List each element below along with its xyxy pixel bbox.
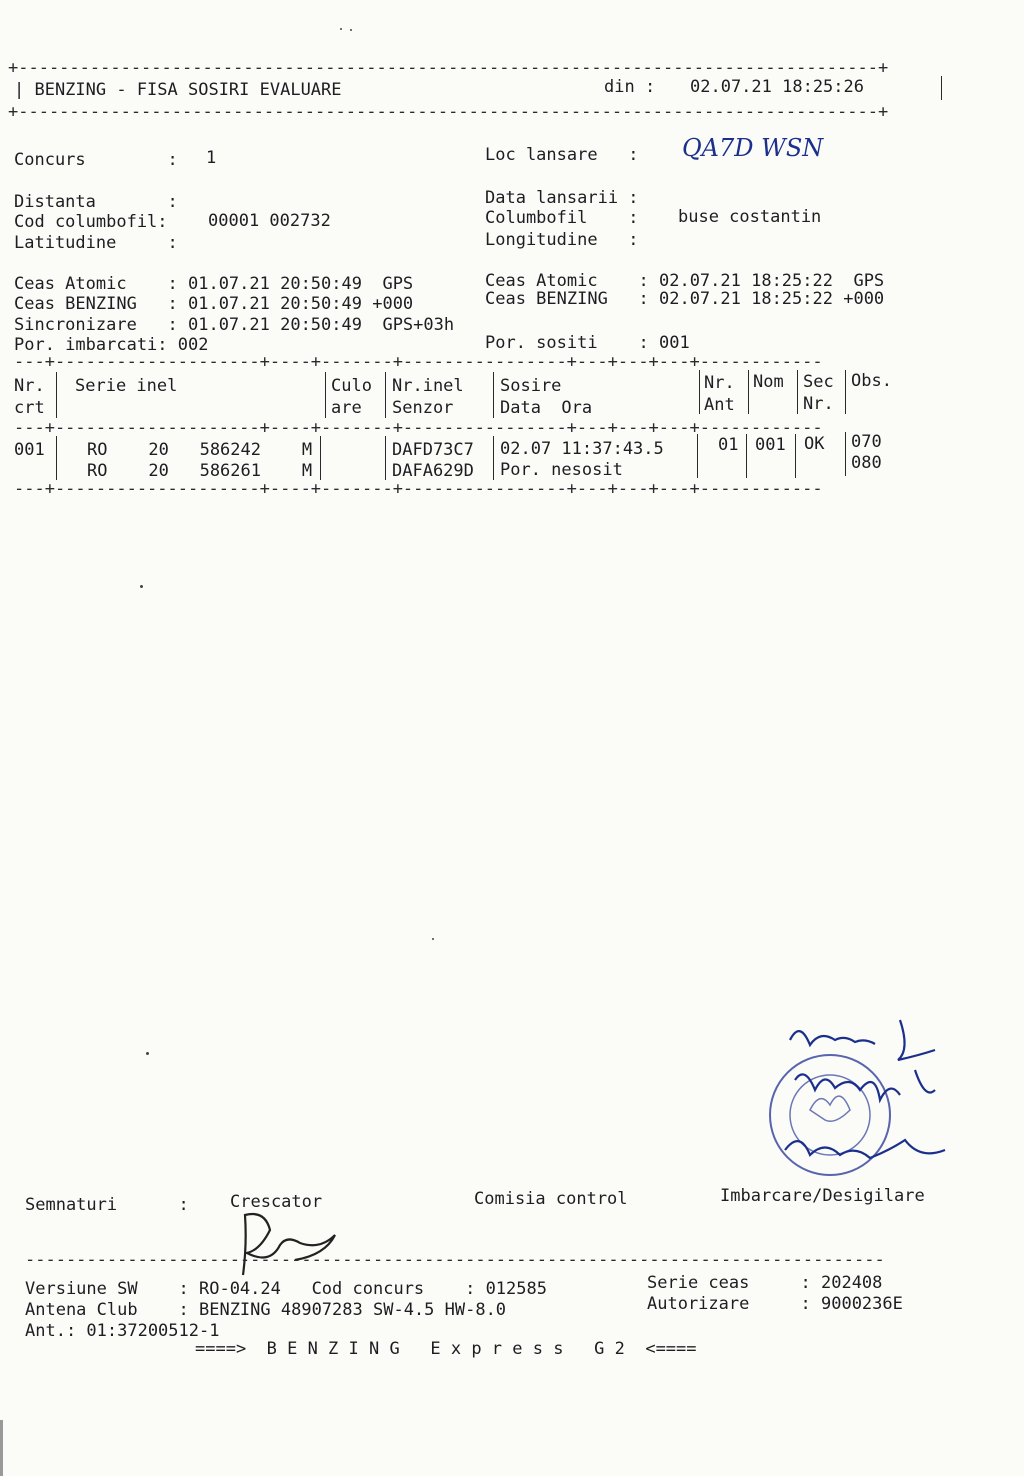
col-divider <box>320 436 321 480</box>
header-nr-ant: Nr. <box>704 373 735 393</box>
row-sec: OK <box>804 434 825 454</box>
col-divider <box>697 434 698 478</box>
col-divider <box>797 370 798 414</box>
concurs-label: Concurs : <box>14 150 178 170</box>
col-divider <box>845 432 846 476</box>
columbofil-value: buse costantin <box>678 207 822 227</box>
columbofil-label: Columbofil : <box>485 208 639 228</box>
concurs-value: 1 <box>206 148 217 168</box>
ceas-benzing-end: Ceas BENZING : 02.07.21 18:25:22 +000 <box>485 289 885 309</box>
ceas-benzing-start: Ceas BENZING : 01.07.21 20:50:49 +000 <box>14 294 414 314</box>
col-divider <box>385 436 386 480</box>
col-divider <box>699 370 700 414</box>
header-ant: Ant <box>704 395 735 415</box>
din-timestamp: 02.07.21 18:25:26 <box>690 77 864 97</box>
row-serie-2: RO 20 586261 M <box>87 461 313 481</box>
crescator-signature <box>225 1205 345 1285</box>
col-divider <box>748 370 749 414</box>
latitudine-label: Latitudine : <box>14 233 178 253</box>
header-crt: crt <box>14 398 45 418</box>
row-obs-2: 080 <box>851 453 882 473</box>
header-obs: Obs. <box>851 371 892 391</box>
benzing-express-banner: ====> B E N Z I N G E x p r e s s G 2 <==== <box>195 1339 697 1359</box>
row-serie-1: RO 20 586242 M <box>87 440 313 460</box>
serie-ceas: Serie ceas : 202408 <box>647 1273 883 1293</box>
header-sosire: Sosire <box>500 376 562 396</box>
scan-speck <box>340 28 342 30</box>
din-label: din : <box>604 77 656 97</box>
loc-lansare-handwritten: QA7D WSN <box>682 134 824 162</box>
porumbei-imbarcati: Por. imbarcati: 002 <box>14 335 209 355</box>
header-serie-inel: Serie inel <box>75 376 178 396</box>
header-culo: Culo <box>331 376 372 396</box>
versiune-sw: Versiune SW : RO-04.24 Cod concurs : 012585 <box>25 1279 547 1299</box>
ceas-atomic-end: Ceas Atomic : 02.07.21 18:25:22 GPS <box>485 271 885 291</box>
commission-signatures <box>780 1010 950 1180</box>
imbarcare-desigilare-label: Imbarcare/Desigilare <box>720 1186 925 1206</box>
distanta-label: Distanta : <box>14 192 178 212</box>
scan-speck <box>146 1052 149 1055</box>
cod-columbofil-label: Cod columbofil: <box>14 212 168 232</box>
scan-speck <box>140 585 143 588</box>
cod-columbofil-value: 00001 002732 <box>208 211 331 231</box>
sincronizare: Sincronizare : 01.07.21 20:50:49 GPS+03h <box>14 315 455 335</box>
autorizare: Autorizare : 9000236E <box>647 1294 903 1314</box>
row-nom: 001 <box>755 435 786 455</box>
scan-speck <box>350 29 352 31</box>
header-sec: Sec <box>803 372 834 392</box>
document-title: | BENZING - FISA SOSIRI EVALUARE <box>14 80 342 100</box>
header-are: are <box>331 398 362 418</box>
page-edge-shadow <box>0 1420 3 1476</box>
crescator-label: Crescator <box>230 1192 323 1212</box>
footer-separator: ------------------------------------------------------------------------------------ <box>25 1250 885 1270</box>
header-sec-nr: Nr. <box>803 394 834 414</box>
col-divider <box>56 436 57 480</box>
table-top-border: ---+--------------------+----+-------+----------------+---+---+---+------------ <box>14 352 823 372</box>
semnaturi-label: Semnaturi : <box>25 1195 189 1215</box>
porumbei-sositi: Por. sositi : 001 <box>485 333 690 353</box>
loc-lansare-label: Loc lansare : <box>485 145 639 165</box>
comisia-control-label: Comisia control <box>474 1189 628 1209</box>
header-data-ora: Data Ora <box>500 398 593 418</box>
table-header-separator: ---+--------------------+----+-------+----------------+---+---+---+------------ <box>14 418 823 438</box>
header-nr: Nr. <box>14 376 45 396</box>
col-divider <box>845 370 846 414</box>
antena-id: Ant.: 01:37200512-1 <box>25 1321 220 1341</box>
row-senzor-2: DAFA629D <box>392 461 474 481</box>
col-divider <box>493 372 494 418</box>
header-senzor: Senzor <box>392 398 454 418</box>
header-nr-inel: Nr.inel <box>392 376 464 396</box>
row-sosire-1: 02.07 11:37:43.5 <box>500 439 664 459</box>
header-top-border: +------------------------------------------------------------------------------------+ <box>8 58 889 78</box>
row-ant: 01 <box>718 435 739 455</box>
longitudine-label: Longitudine : <box>485 230 639 250</box>
col-divider <box>56 372 57 418</box>
header-bottom-border: +------------------------------------------------------------------------------------+ <box>8 102 889 122</box>
header-right-border <box>941 76 942 100</box>
header-nom: Nom <box>753 372 784 392</box>
col-divider <box>746 434 747 478</box>
row-nr: 001 <box>14 440 45 460</box>
data-lansarii-label: Data lansarii : <box>485 188 639 208</box>
col-divider <box>493 436 494 480</box>
scan-speck <box>432 938 434 940</box>
row-sosire-2: Por. nesosit <box>500 460 623 480</box>
col-divider <box>385 372 386 418</box>
ceas-atomic-start: Ceas Atomic : 01.07.21 20:50:49 GPS <box>14 274 414 294</box>
row-senzor-1: DAFD73C7 <box>392 440 474 460</box>
row-obs-1: 070 <box>851 432 882 452</box>
antena-club: Antena Club : BENZING 48907283 SW-4.5 HW-8.0 <box>25 1300 507 1320</box>
col-divider <box>325 372 326 418</box>
col-divider <box>795 434 796 478</box>
table-bottom-border: ---+--------------------+----+-------+----------------+---+---+---+------------ <box>14 479 823 499</box>
